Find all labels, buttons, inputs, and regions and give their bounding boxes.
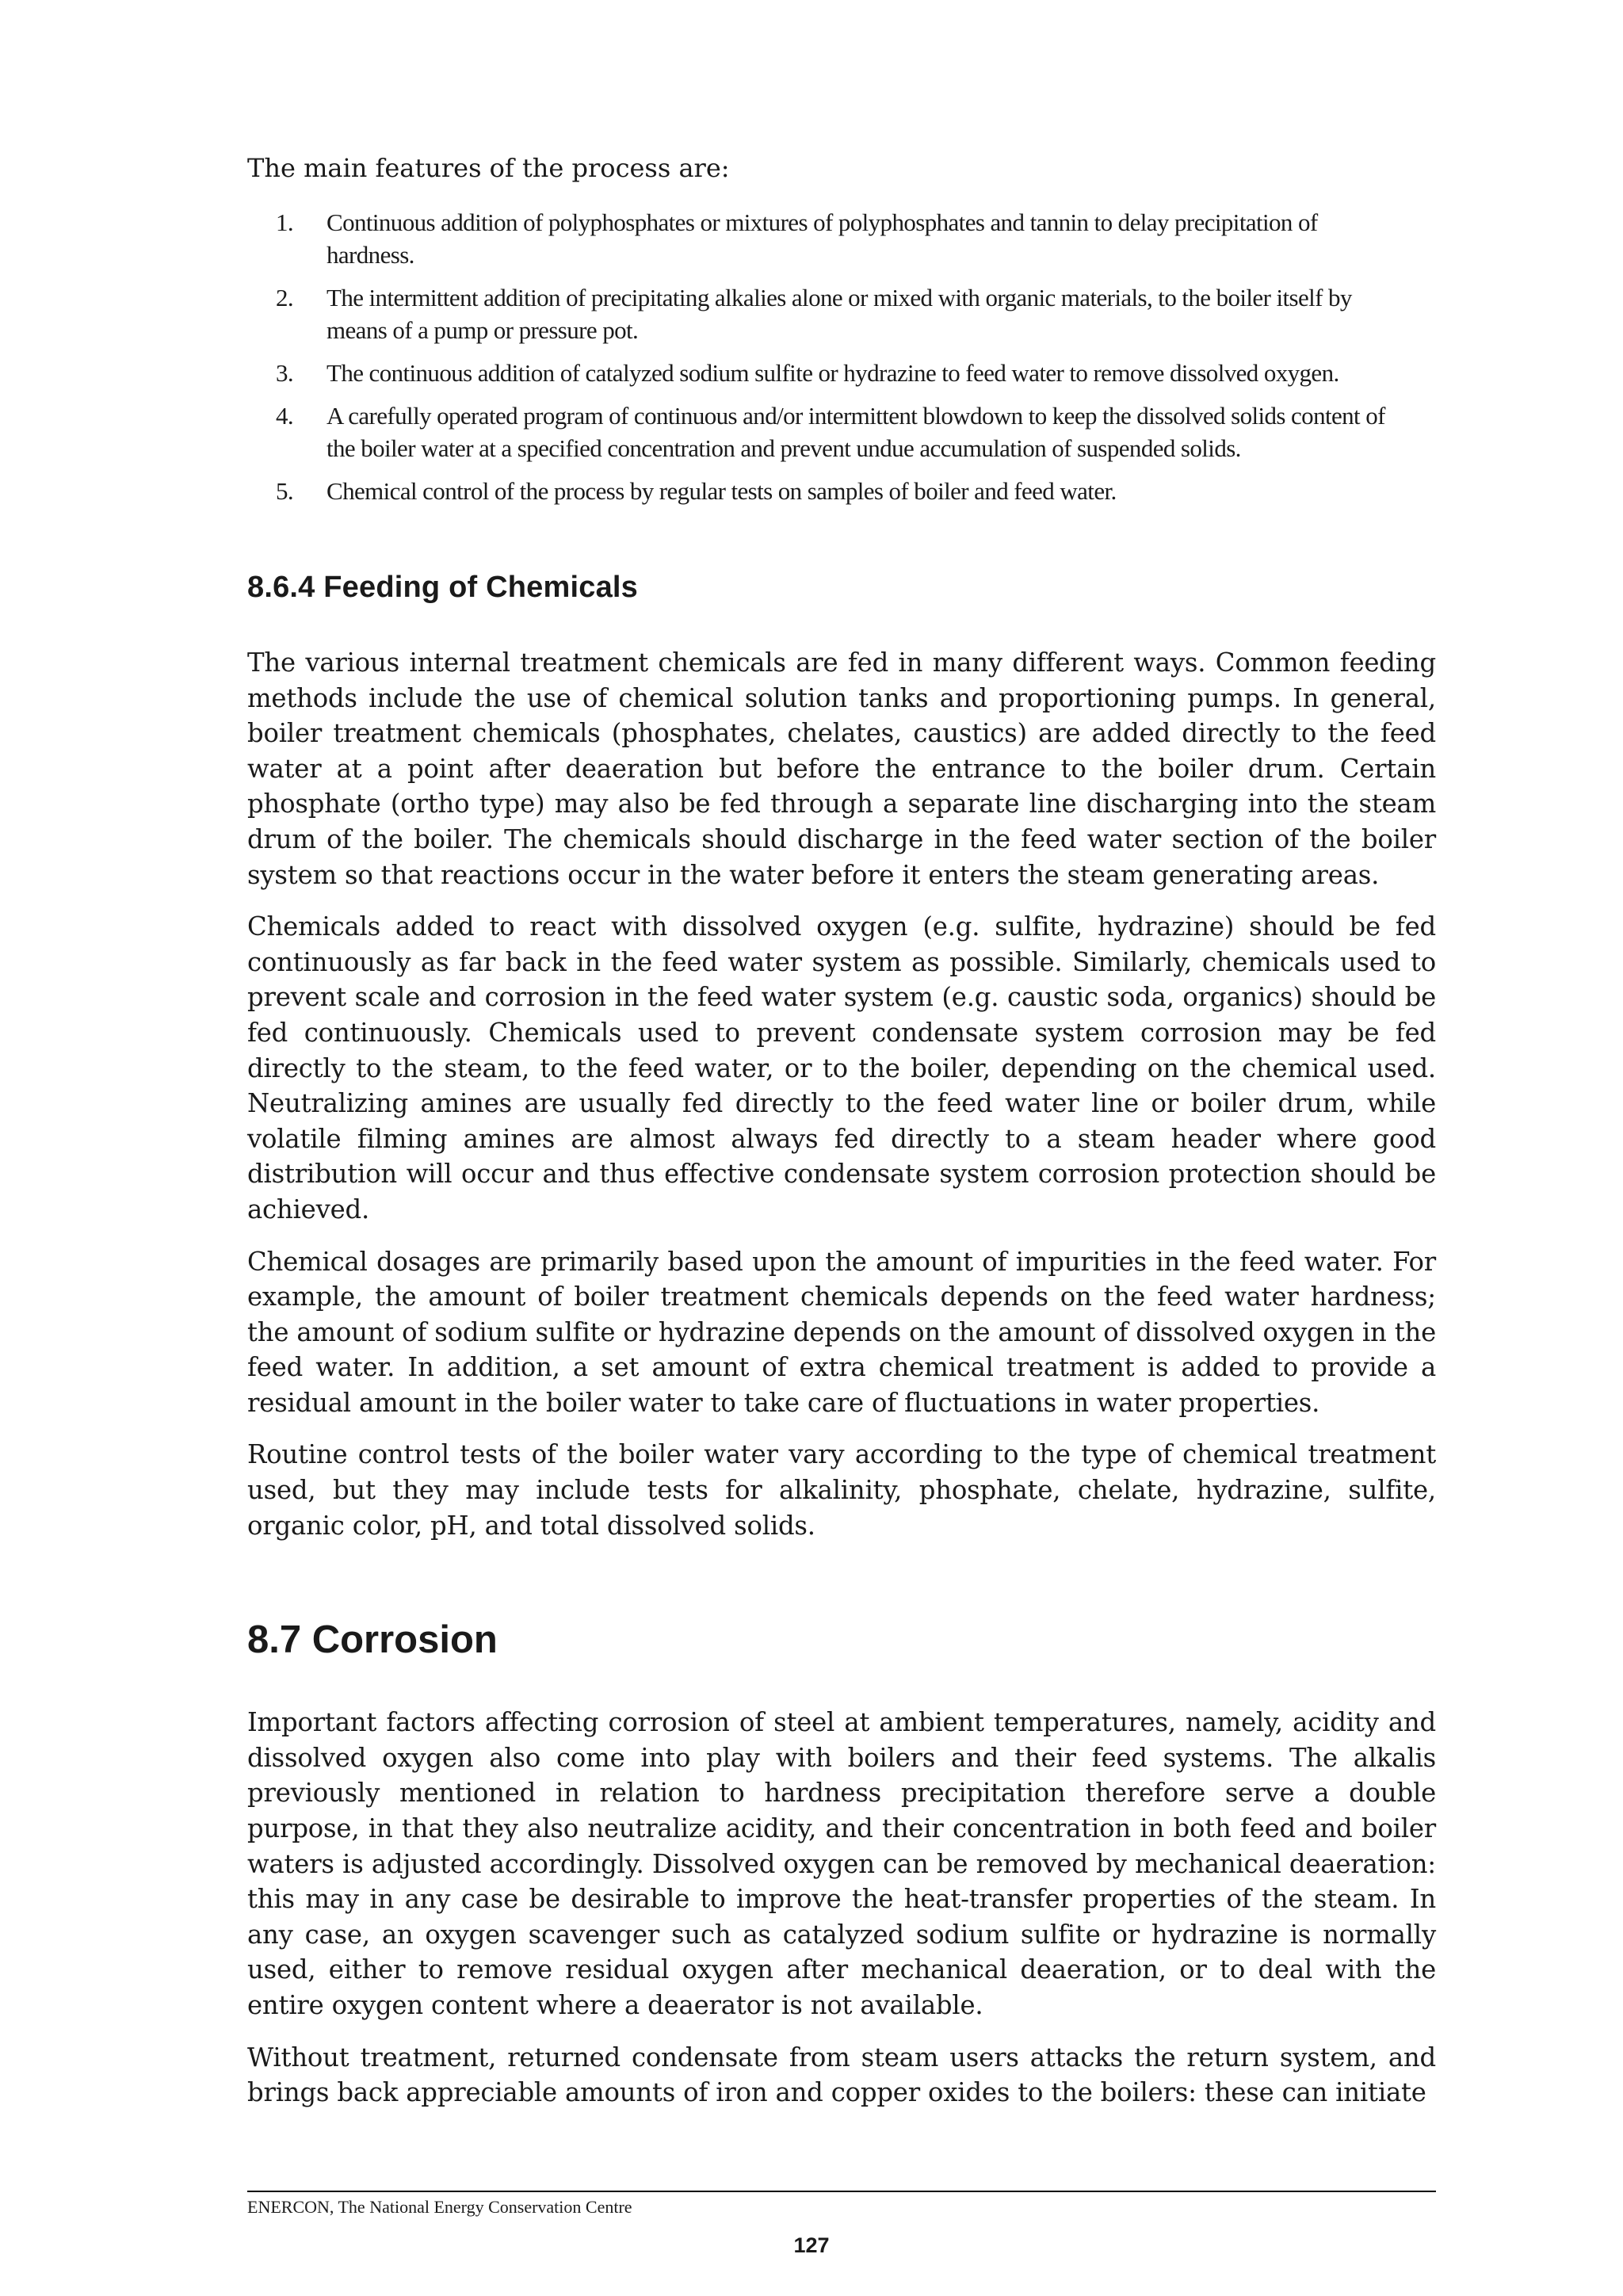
paragraph: Chemical dosages are primarily based upon the amount of impurities in the feed water. For example, the amount of boiler treatment chemicals depends on the feed water hardness; the amount of sodium sulfite or hydrazine depends on the amount of dissolved oxygen in the feed water. In addition, a set amount of extra chemical treatment is added to provide a residual amount in the boiler water to take care of fluctuations in water properties. bbox=[247, 1246, 1436, 1418]
list-item bbox=[247, 475, 1436, 507]
list-item bbox=[247, 206, 1436, 271]
subsection-heading: 8.6.4 Feeding of Chemicals bbox=[247, 571, 639, 604]
footer-organization: ENERCON, The National Energy Conservation Centre bbox=[247, 2197, 632, 2217]
paragraph: Routine control tests of the boiler water vary according to the type of chemical treatment used, but they may include tests for alkalinity, phosphate, chelate, hydrazine, sulfite, organic color, pH, and total dissolved solids. bbox=[247, 1439, 1436, 1541]
list-number: 1. bbox=[275, 208, 293, 236]
features-list bbox=[247, 206, 1436, 507]
list-text: A carefully operated program of continuous and/or intermittent blowdown to keep the dissolved solids content of the boiler water at a specified concentration and prevent undue accumulation of suspended solids. bbox=[327, 402, 1385, 462]
page-content bbox=[247, 151, 1436, 2127]
list-number: 3. bbox=[275, 359, 293, 387]
intro-text: The main features of the process are: bbox=[247, 153, 730, 183]
list-text: The intermittent addition of precipitating alkalies alone or mixed with organic materials, to the boiler itself by means of a pump or pressure pot. bbox=[327, 284, 1352, 344]
list-text: Continuous addition of polyphosphates or mixtures of polyphosphates and tannin to delay precipitation of hardness. bbox=[327, 208, 1318, 269]
page-footer bbox=[247, 2191, 1436, 2218]
paragraph: The various internal treatment chemicals are fed in many different ways. Common feeding methods include the use of chemical solution tanks and proportioning pumps. In general, boiler treatment chemicals (phosphates, chelates, caustics) are added directly to the feed water at a point after deaeration but before the entrance to the boiler drum. Certain phosphate (ortho type) may also be fed through a separate line discharging into the steam drum of the boiler. The chemicals should discharge in the feed water section of the boiler system so that reactions occur in the water before it enters the steam generating areas. bbox=[247, 648, 1436, 890]
list-text: The continuous addition of catalyzed sodium sulfite or hydrazine to feed water to remove dissolved oxygen. bbox=[327, 359, 1339, 387]
list-number: 4. bbox=[275, 402, 293, 430]
section-heading: 8.7 Corrosion bbox=[247, 1618, 498, 1662]
paragraph: Chemicals added to react with dissolved oxygen (e.g. sulfite, hydrazine) should be fed continuously as far back in the feed water system as possible. Similarly, chemicals used to prevent scale and corrosion in the feed water system (e.g. caustic soda, organics) should be fed continuously. Chemicals used to prevent condensate system corrosion may be fed directly to the steam, to the feed water, or to the boiler, depending on the chemical used. Neutralizing amines are usually fed directly to the feed water line or boiler drum, while volatile filming amines are almost always fed directly to a steam header where good distribution will occur and thus effective condensate system corrosion protection should be achieved. bbox=[247, 911, 1436, 1224]
paragraph: Important factors affecting corrosion of steel at ambient temperatures, namely, acidity and dissolved oxygen also come into play with boilers and their feed systems. The alkalis previously mentioned in relation to hardness precipitation therefore serve a double purpose, in that they also neutralize acidity, and their concentration in both feed and boiler waters is adjusted accordingly. Dissolved oxygen can be removed by mechanical deaeration: this may in any case be desirable to improve the heat-transfer properties of the steam. In any case, an oxygen scavenger such as catalyzed sodium sulfite or hydrazine is normally used, either to remove residual oxygen after mechanical deaeration, or to deal with the entire oxygen content where a deaerator is not available. bbox=[247, 1707, 1436, 2020]
list-item bbox=[247, 357, 1436, 389]
paragraph: Without treatment, returned condensate from steam users attacks the return system, and brings back appreciable amounts of iron and copper oxides to the boilers: these can initiate bbox=[247, 2042, 1436, 2108]
list-number: 5. bbox=[275, 477, 293, 505]
list-text: Chemical control of the process by regular tests on samples of boiler and feed water. bbox=[327, 477, 1117, 505]
list-item bbox=[247, 281, 1436, 346]
list-number: 2. bbox=[275, 284, 293, 311]
list-item bbox=[247, 399, 1436, 464]
page-number: 127 bbox=[793, 2233, 830, 2257]
